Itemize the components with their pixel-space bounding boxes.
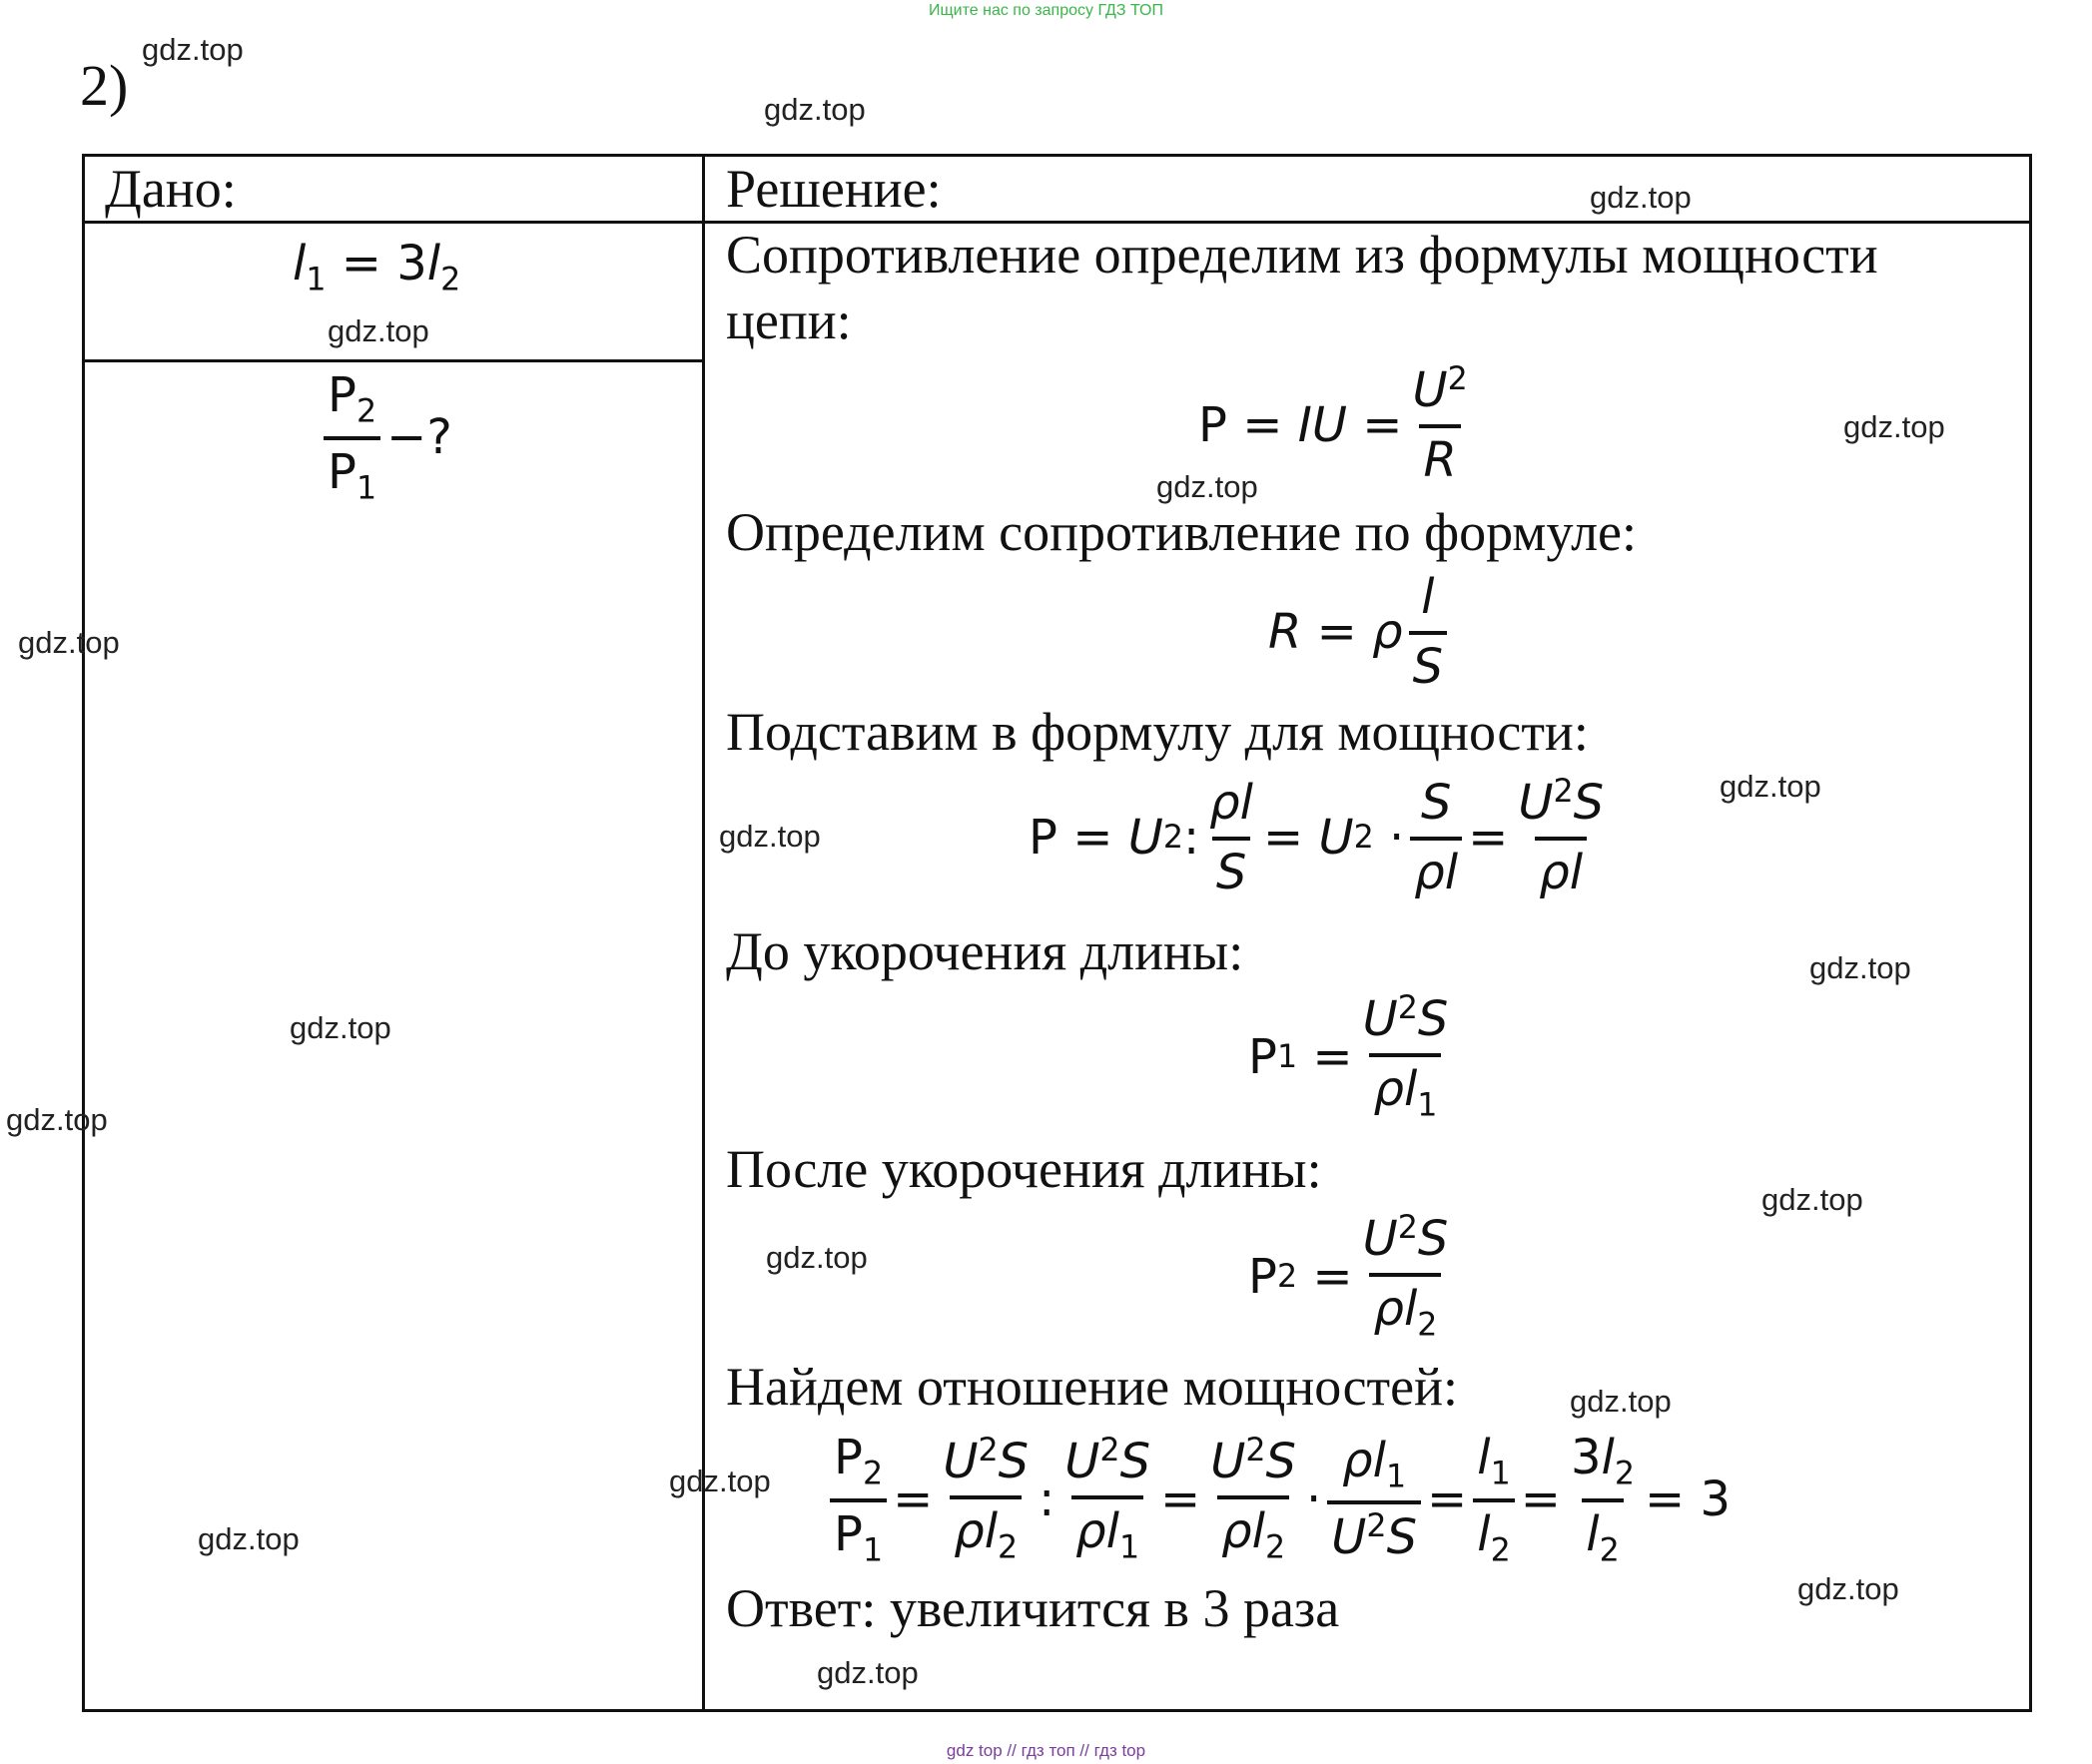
watermark: gdz.top — [764, 92, 866, 127]
table-border-right — [2029, 154, 2032, 1712]
formula-power-ratio: $\frac{P_2}{P_1}$ = $\frac{U^2S}{\rho l_2}$ : $\frac{U^2S}{\rho l_1}$ = $\frac{U^2S}{\rho l_2}$ · $\frac{\rho l_1}{U^2S}$ = $\frac{l_1}{l_2}$ = $\frac{3l_2}{l_2}$ = 3 — [824, 1430, 1731, 1568]
step-text-4: Подставим в формулу для мощности: — [726, 702, 1589, 762]
formula-power-after: P 2 = $\frac{U^2S}{\rho l_2}$ — [1248, 1210, 1449, 1344]
watermark: gdz.top — [817, 1655, 919, 1690]
watermark: gdz.top — [1797, 1571, 1899, 1606]
watermark: gdz.top — [290, 1010, 391, 1045]
step-text-3: Определим сопротивление по формуле: — [726, 502, 1638, 562]
formula-power-substituted: P = U 2 : $\frac{\rho l}{S}$ = U 2 · $\frac{S}{\rho l}$ = $\frac{U^2S}{\rho l}$ — [1029, 774, 1605, 900]
step-text-5: До укорочения длины: — [726, 921, 1244, 981]
watermark: gdz.top — [142, 32, 244, 67]
step-text-2: цепи: — [726, 291, 852, 350]
watermark: gdz.top — [1809, 950, 1911, 985]
answer-text: Ответ: увеличится в 3 раза — [726, 1578, 1340, 1638]
watermark: gdz.top — [328, 313, 429, 348]
watermark: gdz.top — [1720, 769, 1821, 804]
watermark: gdz.top — [1590, 180, 1692, 215]
watermark: gdz.top — [1156, 469, 1258, 504]
watermark: gdz.top — [198, 1521, 300, 1556]
step-text-1: Сопротивление определим из формулы мощности — [726, 225, 1878, 285]
top-promo-note: Ищите нас по запросу ГДЗ ТОП — [929, 2, 1163, 19]
formula-power-before: P 1 = $\frac{U^2S}{\rho l_1}$ — [1248, 990, 1449, 1124]
step-text-7: Найдем отношение мощностей: — [726, 1357, 1459, 1417]
problem-number: 2) — [80, 53, 129, 118]
given-divider — [82, 359, 705, 362]
watermark: gdz.top — [1570, 1384, 1672, 1419]
given-length-relation: $l_1 = 3l_2$ — [293, 236, 461, 298]
solution-header: Решение: — [726, 159, 942, 219]
table-border-bottom — [82, 1709, 2032, 1712]
given-header: Дано: — [105, 159, 237, 219]
watermark: gdz.top — [766, 1240, 868, 1275]
bottom-promo-note: gdz top // гдз топ // гдз top — [946, 1741, 1146, 1760]
watermark: gdz.top — [669, 1464, 771, 1498]
watermark: gdz.top — [1843, 409, 1945, 444]
step-text-6: После укорочения длины: — [726, 1139, 1322, 1199]
watermark: gdz.top — [1761, 1182, 1863, 1217]
table-border-top — [82, 154, 2032, 157]
watermark: gdz.top — [6, 1102, 108, 1137]
table-border-left — [82, 154, 85, 1712]
watermark: gdz.top — [18, 625, 120, 660]
find-power-ratio: $P_2$ $P_1$ −? — [318, 367, 452, 506]
watermark: gdz.top — [719, 819, 821, 854]
formula-resistance: R = ρ l S — [1268, 569, 1453, 695]
formula-power: P = I U = $\frac{U^2}{R}$ — [1198, 361, 1468, 488]
